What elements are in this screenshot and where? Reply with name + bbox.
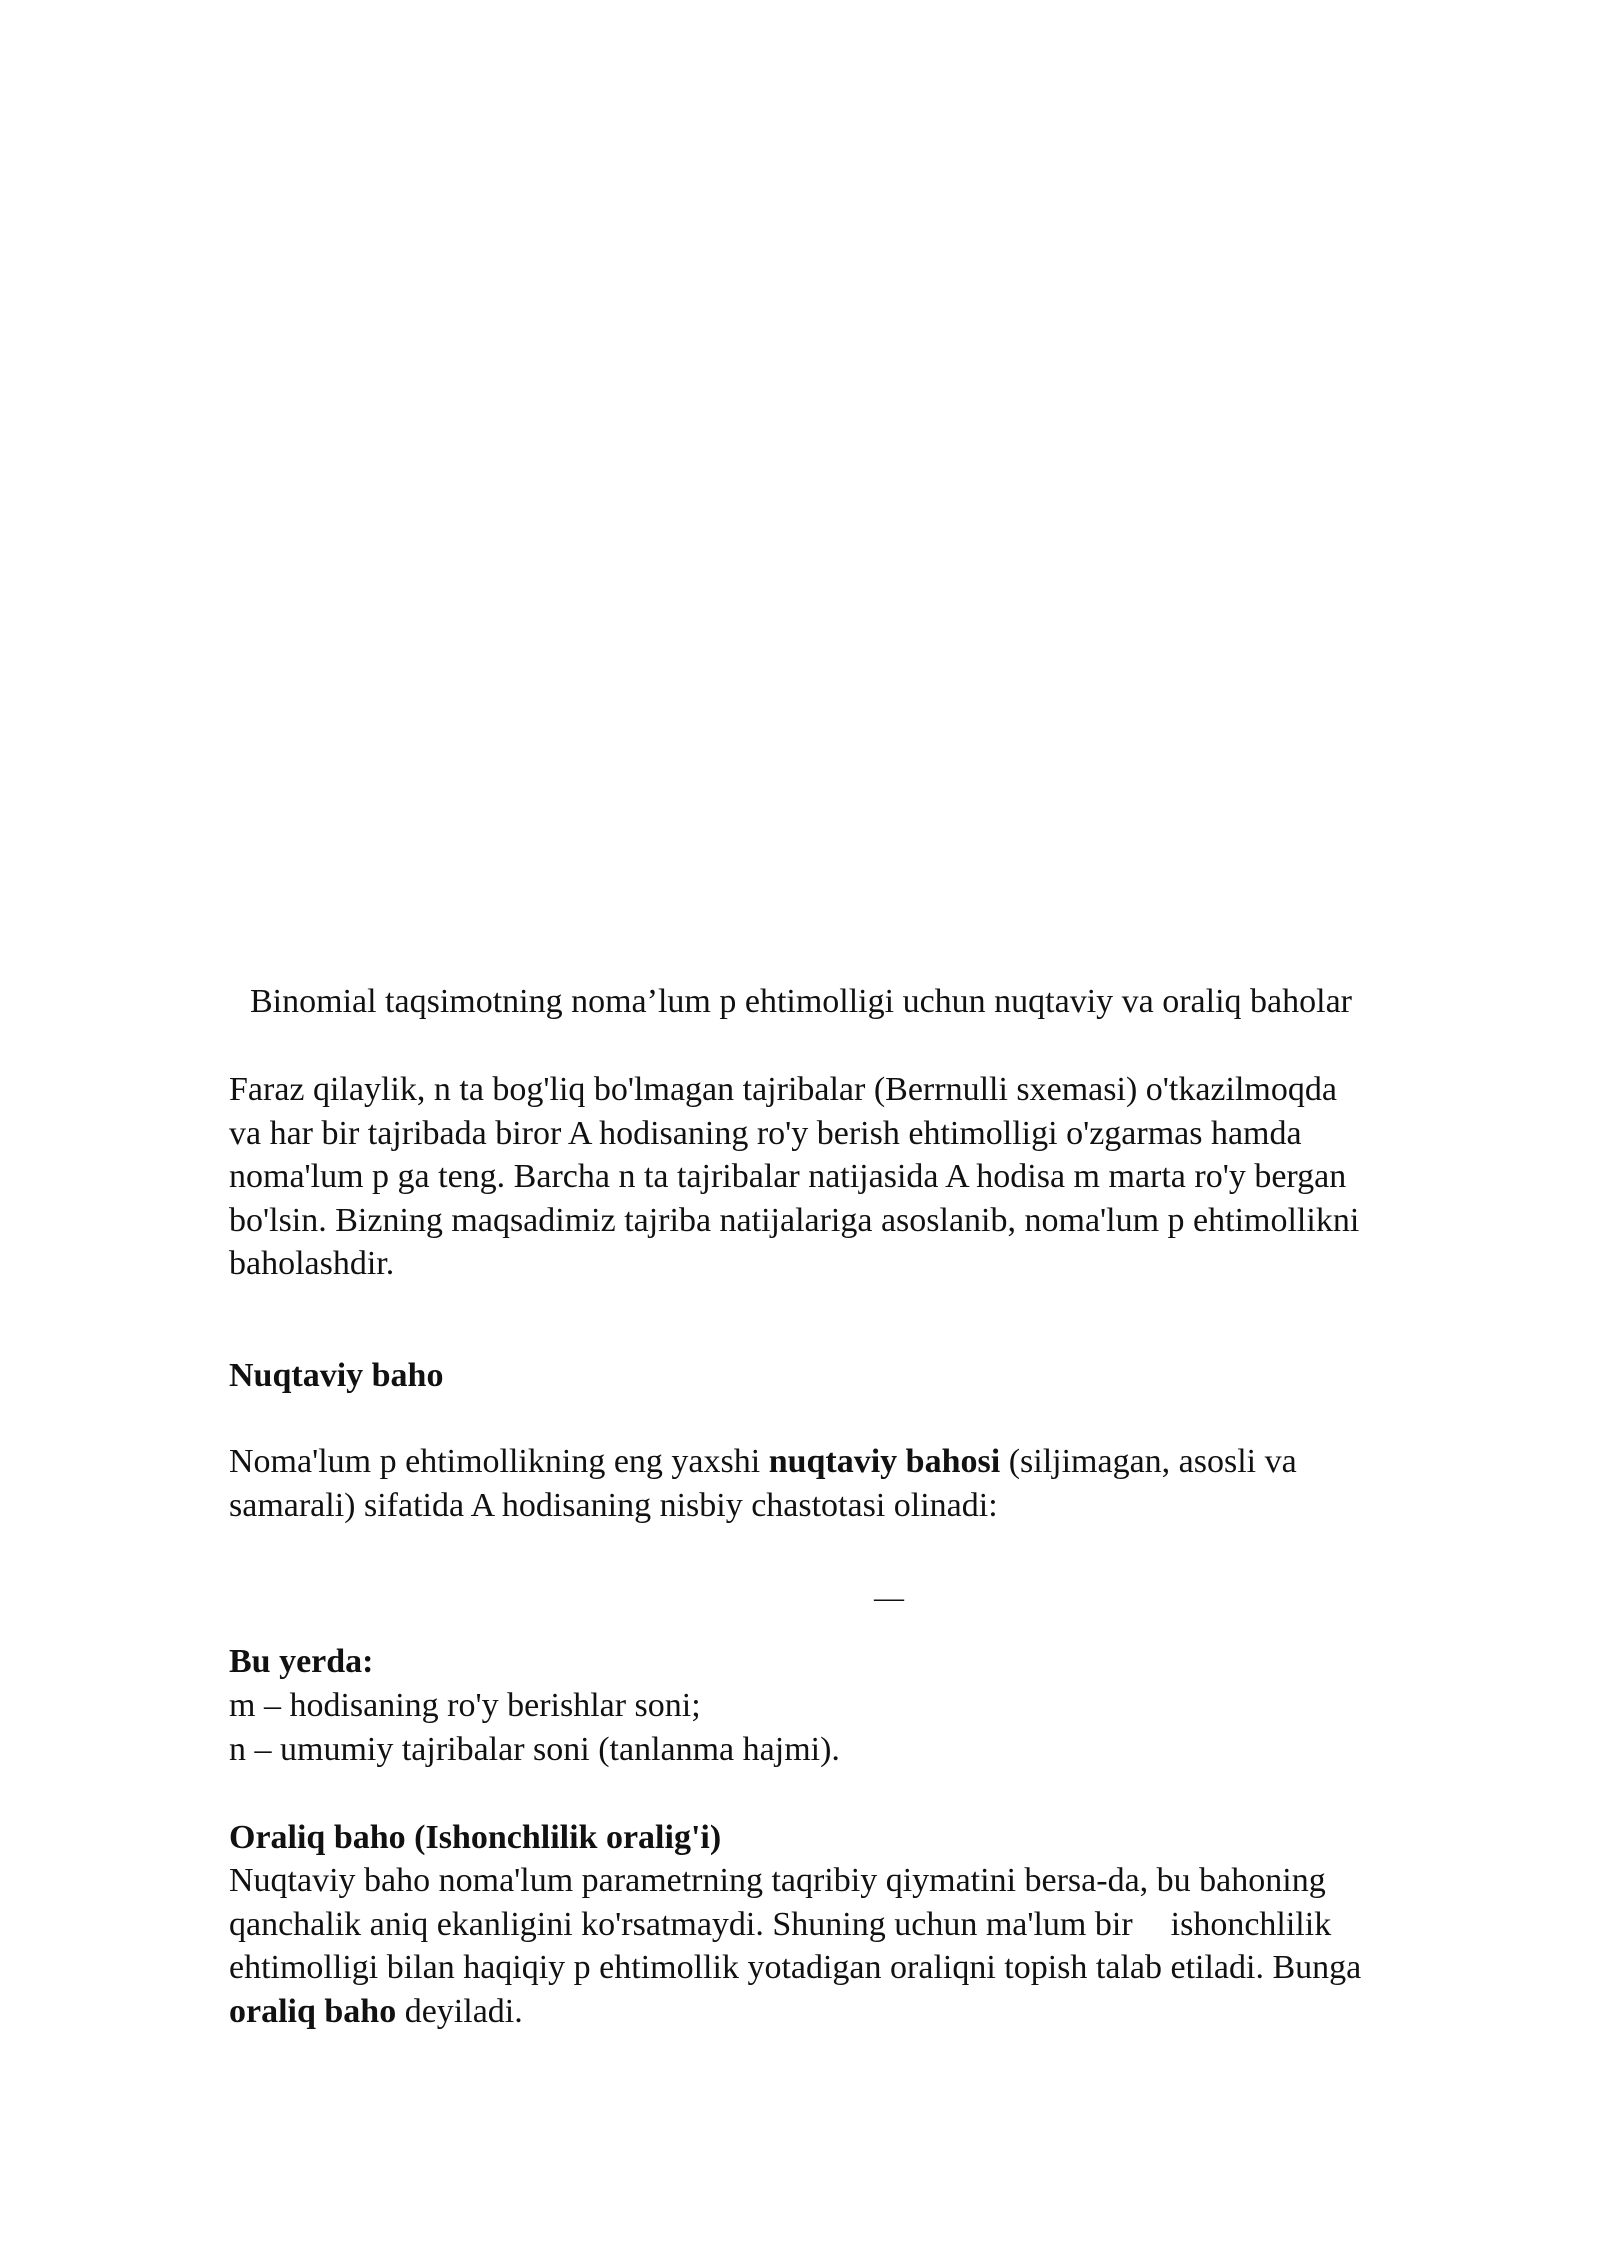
where-list xyxy=(229,1684,1529,1771)
interval-estimate-text: ishonchlilik xyxy=(1170,1905,1332,1943)
point-estimate-line xyxy=(229,1440,1529,1484)
point-estimate-bold-term: nuqtaviy bahosi xyxy=(768,1443,1001,1480)
point-estimate-heading: Nuqtaviy baho xyxy=(229,1357,444,1394)
intro-line: va har bir tajribada biror A hodisaning ro'y berish ehtimolligi o'zgarmas hamda xyxy=(229,1114,1302,1152)
interval-estimate-text: deyiladi. xyxy=(396,1992,523,2030)
point-estimate-text: Noma'lum p ehtimollikning eng yaxshi xyxy=(229,1443,769,1480)
interval-estimate-line xyxy=(229,1990,1529,2034)
point-estimate-text: (siljimagan, asosli va xyxy=(1000,1443,1297,1480)
where-heading: Bu yerda: xyxy=(229,1643,374,1680)
point-estimate-paragraph xyxy=(229,1440,1529,1527)
interval-estimate-line: ehtimolligi bilan haqiqiy p ehtimollik yotadigan oraliqni topish talab etiladi. Bunga xyxy=(229,1949,1362,1986)
point-estimate-line: samarali) sifatida A hodisaning nisbiy chastotasi olinadi: xyxy=(229,1486,998,1524)
interval-estimate-bold-term: oraliq baho xyxy=(229,1992,397,2030)
interval-estimate-heading: Oraliq baho (Ishonchlilik oralig'i) xyxy=(229,1819,722,1856)
interval-estimate-line xyxy=(229,1903,1529,1947)
intro-line: bo'lsin. Bizning maqsadimiz tajriba natijalariga asoslanib, noma'lum p ehtimollikni xyxy=(229,1201,1360,1239)
interval-estimate-line: Nuqtaviy baho noma'lum parametrning taqribiy qiymatini bersa-da, bu bahoning xyxy=(229,1862,1326,1899)
interval-estimate-paragraph xyxy=(229,1859,1529,2033)
where-item: m – hodisaning ro'y berishlar soni; xyxy=(229,1687,701,1724)
intro-line: baholashdir. xyxy=(229,1245,395,1282)
intro-paragraph xyxy=(229,1068,1529,1286)
interval-estimate-text: qanchalik aniq ekanligini ko'rsatmaydi. Shuning uchun ma'lum bir xyxy=(229,1905,1133,1943)
intro-line: noma'lum p ga teng. Barcha n ta tajribalar natijasida A hodisa m marta ro'y bergan xyxy=(229,1158,1347,1195)
formula-mark: — xyxy=(874,1581,904,1614)
intro-line: Faraz qilaylik, n ta bog'liq bo'lmagan tajribalar (Berrnulli sxemasi) o'tkazilmoqda xyxy=(229,1071,1337,1108)
document-title: Binomial taqsimotning noma’lum p ehtimolligi uchun nuqtaviy va oraliq baholar xyxy=(250,983,1352,1020)
where-item: n – umumiy tajribalar soni (tanlanma hajmi). xyxy=(229,1730,840,1768)
